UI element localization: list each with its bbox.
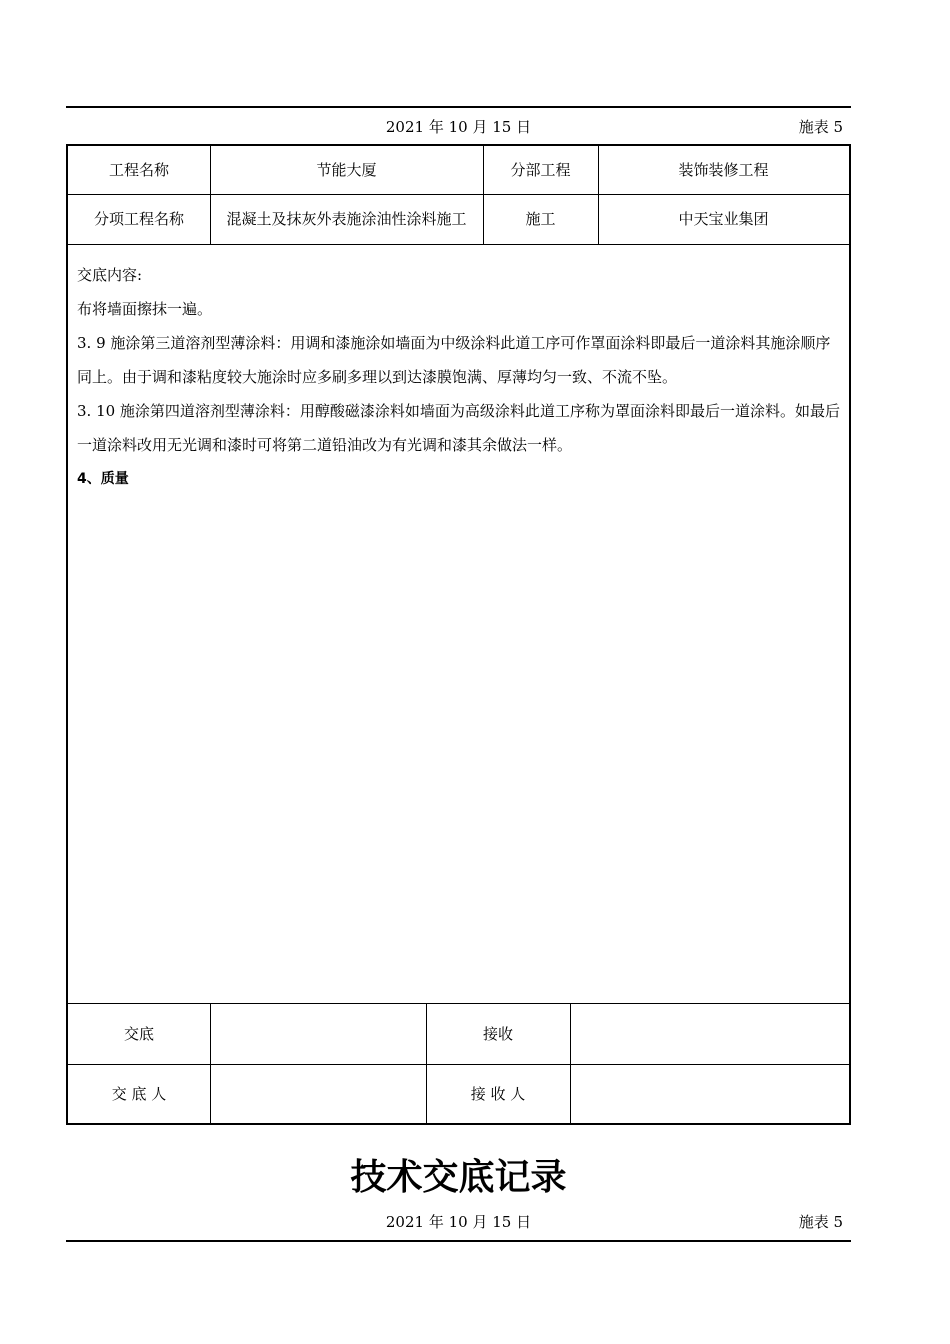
disclosure-table [66, 144, 851, 1125]
division-value: 装饰装修工程 [678, 161, 769, 179]
handover-person-label: 交 底 人 [111, 1084, 167, 1103]
receive-label: 接收 [482, 1024, 513, 1043]
division-label: 分部工程 [510, 161, 571, 179]
construction-label: 施工 [525, 210, 556, 228]
footer-date: 2021 年 10 月 15 日 [385, 1213, 532, 1231]
disclosure-content [77, 258, 843, 496]
project-name-value: 节能大厦 [316, 161, 377, 179]
receive-person-label: 接 收 人 [470, 1084, 526, 1103]
handover-field[interactable] [210, 1003, 426, 1064]
header-date: 2021 年 10 月 15 日 [385, 118, 532, 136]
handover-person-field[interactable] [210, 1064, 426, 1123]
construction-value: 中天宝业集团 [678, 210, 769, 228]
footer-line [66, 1211, 851, 1231]
content-paragraph: 3. 10 施涂第四道溶剂型薄涂料：用醇酸磁漆涂料如墙面为高级涂料此道工序称为罩面涂料即最后一道涂料。如最后一道涂料改用无光调和漆时可将第二道铅油改为有光调和漆其余做法一样。 [77, 402, 840, 454]
subitem-label: 分项工程名称 [93, 210, 184, 228]
row-divider [68, 244, 849, 245]
handover-label: 交底 [123, 1024, 154, 1043]
content-line: 布将墙面擦抹一遍。 [77, 300, 213, 318]
content-paragraph: 3. 9 施涂第三道溶剂型薄涂料：用调和漆施涂如墙面为中级涂料此道工序可作罩面涂料即最后一道涂料其施涂顺序同上。由于调和漆粘度较大施涂时应多刷多理以到达漆膜饱满、厚薄均匀一致、不流不坠。 [77, 334, 831, 386]
top-rule [66, 106, 851, 108]
header-form-number: 施表 5 [798, 118, 843, 136]
receive-field[interactable] [570, 1003, 849, 1064]
section-heading-quality: 4、质量 [77, 471, 129, 487]
bottom-rule [66, 1240, 851, 1242]
receive-person-field[interactable] [570, 1064, 849, 1123]
content-heading: 交底内容: [77, 266, 143, 284]
footer-form-number: 施表 5 [798, 1213, 843, 1231]
project-name-label: 工程名称 [108, 161, 169, 179]
subitem-value: 混凝土及抹灰外表施涂油性涂料施工 [226, 209, 467, 228]
header-line [66, 116, 851, 136]
document-title: 技术交底记录 [350, 1157, 567, 1198]
